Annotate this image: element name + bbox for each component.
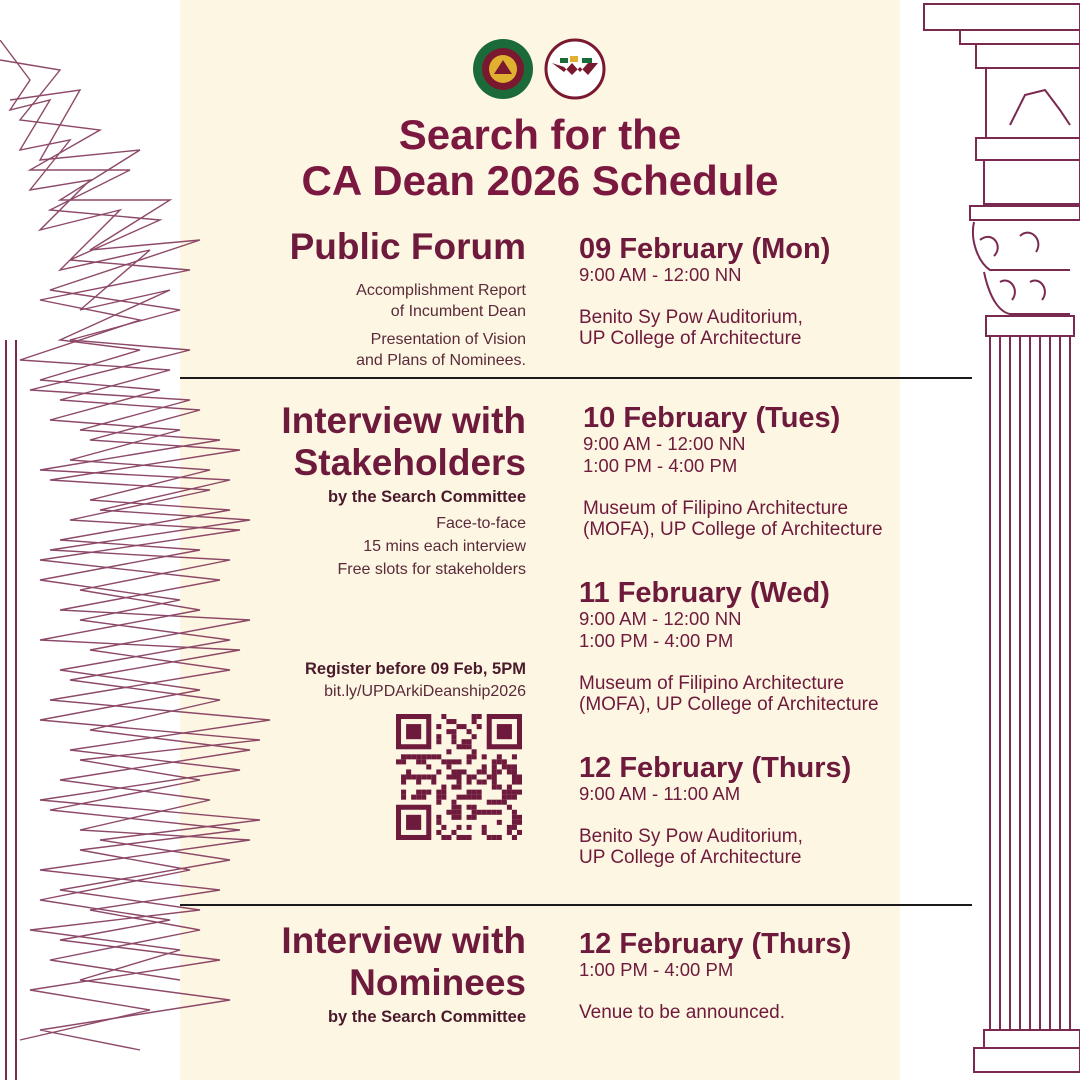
day-venue-2: (MOFA), UP College of Architecture [583,519,883,540]
day-time-1: 9:00 AM - 12:00 NN [579,608,742,629]
day-time-2: 1:00 PM - 4:00 PM [583,455,738,476]
register-link[interactable]: bit.ly/UPDArkiDeanship2026 [324,683,526,700]
public-forum-heading: Public Forum [289,226,526,267]
day-venue-2: (MOFA), UP College of Architecture [579,694,879,715]
nominees-section [281,920,526,1027]
logos [472,38,606,100]
public-forum-desc-4: and Plans of Nominees. [356,352,526,369]
stakeholders-day-1 [583,403,883,541]
stakeholders-day-2 [579,578,879,716]
public-forum-date: 09 February (Mon) [579,233,831,265]
day-venue-1: Museum of Filipino Architecture [579,673,845,694]
nominees-venue: Venue to be announced. [579,1002,786,1023]
stakeholders-desc-2: 15 mins each interview [363,538,526,555]
stakeholders-by: by the Search Committee [327,488,526,506]
stakeholders-day-3 [579,753,851,869]
title-line-1: Search for the [398,111,682,158]
stakeholders-heading-2: Stakeholders [293,442,526,483]
day-date: 10 February (Tues) [583,402,841,434]
public-forum-time: 9:00 AM - 12:00 NN [579,264,742,285]
university-seal-icon [472,38,534,100]
college-logo-icon [544,38,606,100]
divider [180,904,972,906]
day-date: 11 February (Wed) [579,577,830,609]
public-forum-venue-1: Benito Sy Pow Auditorium, [579,307,803,328]
register-block [305,658,526,702]
day-venue-2: UP College of Architecture [579,847,802,868]
day-time-1: 9:00 AM - 12:00 NN [583,433,746,454]
stakeholders-section [281,400,526,581]
public-forum-desc-3: Presentation of Vision [370,331,526,348]
nominees-date: 12 February (Thurs) [579,928,852,960]
divider [180,377,972,379]
nominees-by: by the Search Committee [327,1008,526,1026]
day-time-2: 1:00 PM - 4:00 PM [579,630,734,651]
public-forum-section [290,226,526,371]
nominees-heading-2: Nominees [349,962,526,1003]
title-line-2: CA Dean 2026 Schedule [301,157,779,204]
day-venue-1: Museum of Filipino Architecture [583,498,849,519]
public-forum-desc-2: of Incumbent Dean [390,303,526,320]
register-text: Register before 09 Feb, 5PM [305,660,526,678]
public-forum-desc-1: Accomplishment Report [356,282,526,299]
stakeholders-desc-3: Free slots for stakeholders [337,561,526,578]
nominees-heading-1: Interview with [281,920,526,961]
day-time-1: 9:00 AM - 11:00 AM [579,783,741,804]
stakeholders-heading-1: Interview with [281,400,526,441]
stakeholders-desc-1: Face-to-face [436,515,526,532]
day-date: 12 February (Thurs) [579,752,852,784]
public-forum-schedule [579,234,830,350]
day-venue-1: Benito Sy Pow Auditorium, [579,826,803,847]
public-forum-venue-2: UP College of Architecture [579,328,802,349]
page-title [180,112,900,204]
nominees-time: 1:00 PM - 4:00 PM [579,959,734,980]
nominees-schedule [579,929,851,1023]
column-illustration [920,0,1080,1080]
qr-code-icon[interactable] [396,714,522,840]
